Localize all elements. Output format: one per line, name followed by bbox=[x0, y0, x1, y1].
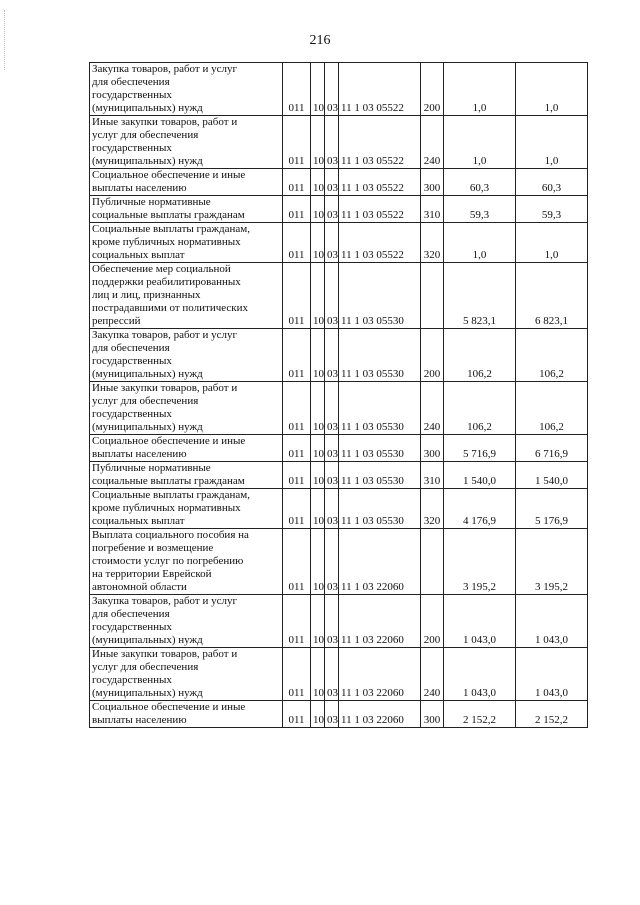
row-amount-2-cell: 5 176,9 bbox=[516, 489, 588, 529]
row-amount-2-cell: 1,0 bbox=[516, 223, 588, 263]
row-expense-type-cell: 300 bbox=[421, 169, 444, 196]
row-amount-2-cell: 1 043,0 bbox=[516, 595, 588, 648]
row-amount-1-cell: 3 195,2 bbox=[444, 529, 516, 595]
table-row bbox=[90, 382, 588, 435]
row-amount-2-cell: 6 823,1 bbox=[516, 263, 588, 329]
row-amount-1-cell: 4 176,9 bbox=[444, 489, 516, 529]
row-name-cell: Социальное обеспечение и иные выплаты населению bbox=[90, 169, 283, 196]
row-grbs-cell: 011 bbox=[283, 263, 311, 329]
row-grbs-cell: 011 bbox=[283, 595, 311, 648]
table-row bbox=[90, 263, 588, 329]
row-name-cell: Социальное обеспечение и иные выплаты населению bbox=[90, 701, 283, 728]
row-target-article-cell: 11 1 03 22060 bbox=[339, 701, 421, 728]
row-name-cell: Социальные выплаты гражданам, кроме публичных нормативных социальных выплат bbox=[90, 489, 283, 529]
row-subsection-cell: 03 bbox=[325, 63, 339, 116]
row-name-cell: Обеспечение мер социальной поддержки реабилитированных лиц и лиц, признанных пострадавшими от политических репрессий bbox=[90, 263, 283, 329]
row-grbs-cell: 011 bbox=[283, 223, 311, 263]
row-section-cell: 10 bbox=[311, 701, 325, 728]
row-target-article-cell: 11 1 03 05530 bbox=[339, 263, 421, 329]
row-name-cell: Иные закупки товаров, работ и услуг для обеспечения государственных (муниципальных) нужд bbox=[90, 116, 283, 169]
row-name-cell: Закупка товаров, работ и услуг для обеспечения государственных (муниципальных) нужд bbox=[90, 329, 283, 382]
row-name-cell: Выплата социального пособия на погребение и возмещение стоимости услуг по погребению на территории Еврейской автономной области bbox=[90, 529, 283, 595]
row-grbs-cell: 011 bbox=[283, 701, 311, 728]
row-amount-1-cell: 1,0 bbox=[444, 63, 516, 116]
row-target-article-cell: 11 1 03 05522 bbox=[339, 223, 421, 263]
row-grbs-cell: 011 bbox=[283, 462, 311, 489]
row-grbs-cell: 011 bbox=[283, 63, 311, 116]
row-name-cell: Иные закупки товаров, работ и услуг для обеспечения государственных (муниципальных) нужд bbox=[90, 382, 283, 435]
table-row bbox=[90, 196, 588, 223]
row-name-cell: Иные закупки товаров, работ и услуг для обеспечения государственных (муниципальных) нужд bbox=[90, 648, 283, 701]
row-subsection-cell: 03 bbox=[325, 529, 339, 595]
row-amount-2-cell: 60,3 bbox=[516, 169, 588, 196]
row-section-cell: 10 bbox=[311, 169, 325, 196]
row-target-article-cell: 11 1 03 05530 bbox=[339, 382, 421, 435]
row-name-cell: Публичные нормативные социальные выплаты гражданам bbox=[90, 196, 283, 223]
row-target-article-cell: 11 1 03 05530 bbox=[339, 329, 421, 382]
row-expense-type-cell: 300 bbox=[421, 435, 444, 462]
row-amount-2-cell: 3 195,2 bbox=[516, 529, 588, 595]
row-grbs-cell: 011 bbox=[283, 329, 311, 382]
row-section-cell: 10 bbox=[311, 648, 325, 701]
row-target-article-cell: 11 1 03 05522 bbox=[339, 63, 421, 116]
table-row bbox=[90, 169, 588, 196]
table-row bbox=[90, 329, 588, 382]
row-name-cell: Закупка товаров, работ и услуг для обеспечения государственных (муниципальных) нужд bbox=[90, 63, 283, 116]
row-expense-type-cell: 300 bbox=[421, 701, 444, 728]
row-subsection-cell: 03 bbox=[325, 701, 339, 728]
row-target-article-cell: 11 1 03 05530 bbox=[339, 435, 421, 462]
row-subsection-cell: 03 bbox=[325, 435, 339, 462]
row-amount-2-cell: 1 043,0 bbox=[516, 648, 588, 701]
row-name-cell: Социальное обеспечение и иные выплаты населению bbox=[90, 435, 283, 462]
row-section-cell: 10 bbox=[311, 382, 325, 435]
row-section-cell: 10 bbox=[311, 263, 325, 329]
row-amount-2-cell: 59,3 bbox=[516, 196, 588, 223]
row-target-article-cell: 11 1 03 22060 bbox=[339, 648, 421, 701]
row-amount-1-cell: 1,0 bbox=[444, 223, 516, 263]
row-subsection-cell: 03 bbox=[325, 382, 339, 435]
row-name-cell: Социальные выплаты гражданам, кроме публичных нормативных социальных выплат bbox=[90, 223, 283, 263]
row-section-cell: 10 bbox=[311, 329, 325, 382]
row-amount-1-cell: 1 043,0 bbox=[444, 648, 516, 701]
row-amount-1-cell: 106,2 bbox=[444, 382, 516, 435]
table-row bbox=[90, 116, 588, 169]
row-subsection-cell: 03 bbox=[325, 116, 339, 169]
row-grbs-cell: 011 bbox=[283, 435, 311, 462]
row-section-cell: 10 bbox=[311, 529, 325, 595]
table-row bbox=[90, 489, 588, 529]
row-section-cell: 10 bbox=[311, 223, 325, 263]
table-row bbox=[90, 223, 588, 263]
row-subsection-cell: 03 bbox=[325, 196, 339, 223]
row-target-article-cell: 11 1 03 22060 bbox=[339, 529, 421, 595]
table-row bbox=[90, 595, 588, 648]
row-amount-2-cell: 2 152,2 bbox=[516, 701, 588, 728]
row-grbs-cell: 011 bbox=[283, 196, 311, 223]
row-target-article-cell: 11 1 03 22060 bbox=[339, 595, 421, 648]
row-name-cell: Закупка товаров, работ и услуг для обеспечения государственных (муниципальных) нужд bbox=[90, 595, 283, 648]
row-subsection-cell: 03 bbox=[325, 462, 339, 489]
row-section-cell: 10 bbox=[311, 116, 325, 169]
row-section-cell: 10 bbox=[311, 595, 325, 648]
row-amount-1-cell: 1,0 bbox=[444, 116, 516, 169]
row-subsection-cell: 03 bbox=[325, 329, 339, 382]
row-target-article-cell: 11 1 03 05530 bbox=[339, 489, 421, 529]
row-amount-1-cell: 5 823,1 bbox=[444, 263, 516, 329]
row-subsection-cell: 03 bbox=[325, 223, 339, 263]
row-amount-1-cell: 2 152,2 bbox=[444, 701, 516, 728]
table-row bbox=[90, 529, 588, 595]
table-row bbox=[90, 63, 588, 116]
row-amount-1-cell: 1 043,0 bbox=[444, 595, 516, 648]
row-expense-type-cell: 240 bbox=[421, 382, 444, 435]
page-number: 216 bbox=[309, 33, 331, 48]
budget-table bbox=[89, 62, 588, 728]
row-grbs-cell: 011 bbox=[283, 116, 311, 169]
row-expense-type-cell: 310 bbox=[421, 462, 444, 489]
row-amount-2-cell: 106,2 bbox=[516, 382, 588, 435]
row-subsection-cell: 03 bbox=[325, 169, 339, 196]
row-target-article-cell: 11 1 03 05522 bbox=[339, 196, 421, 223]
table-row bbox=[90, 435, 588, 462]
row-grbs-cell: 011 bbox=[283, 648, 311, 701]
row-name-cell: Публичные нормативные социальные выплаты гражданам bbox=[90, 462, 283, 489]
row-subsection-cell: 03 bbox=[325, 595, 339, 648]
row-amount-2-cell: 6 716,9 bbox=[516, 435, 588, 462]
row-subsection-cell: 03 bbox=[325, 263, 339, 329]
row-section-cell: 10 bbox=[311, 462, 325, 489]
row-expense-type-cell bbox=[421, 529, 444, 595]
row-expense-type-cell: 200 bbox=[421, 63, 444, 116]
row-section-cell: 10 bbox=[311, 489, 325, 529]
budget-table-body bbox=[90, 63, 588, 728]
table-row bbox=[90, 462, 588, 489]
row-grbs-cell: 011 bbox=[283, 169, 311, 196]
row-amount-2-cell: 1,0 bbox=[516, 116, 588, 169]
row-grbs-cell: 011 bbox=[283, 529, 311, 595]
row-expense-type-cell: 240 bbox=[421, 648, 444, 701]
row-amount-1-cell: 60,3 bbox=[444, 169, 516, 196]
row-expense-type-cell: 320 bbox=[421, 223, 444, 263]
row-amount-2-cell: 1,0 bbox=[516, 63, 588, 116]
row-section-cell: 10 bbox=[311, 63, 325, 116]
row-expense-type-cell: 310 bbox=[421, 196, 444, 223]
row-amount-1-cell: 59,3 bbox=[444, 196, 516, 223]
row-section-cell: 10 bbox=[311, 435, 325, 462]
row-amount-1-cell: 1 540,0 bbox=[444, 462, 516, 489]
row-amount-2-cell: 106,2 bbox=[516, 329, 588, 382]
row-target-article-cell: 11 1 03 05522 bbox=[339, 169, 421, 196]
row-subsection-cell: 03 bbox=[325, 489, 339, 529]
row-subsection-cell: 03 bbox=[325, 648, 339, 701]
row-section-cell: 10 bbox=[311, 196, 325, 223]
row-target-article-cell: 11 1 03 05522 bbox=[339, 116, 421, 169]
row-amount-1-cell: 106,2 bbox=[444, 329, 516, 382]
row-expense-type-cell: 200 bbox=[421, 595, 444, 648]
row-expense-type-cell bbox=[421, 263, 444, 329]
row-grbs-cell: 011 bbox=[283, 489, 311, 529]
row-target-article-cell: 11 1 03 05530 bbox=[339, 462, 421, 489]
row-expense-type-cell: 320 bbox=[421, 489, 444, 529]
row-expense-type-cell: 200 bbox=[421, 329, 444, 382]
row-expense-type-cell: 240 bbox=[421, 116, 444, 169]
table-row bbox=[90, 648, 588, 701]
row-grbs-cell: 011 bbox=[283, 382, 311, 435]
table-row bbox=[90, 701, 588, 728]
row-amount-2-cell: 1 540,0 bbox=[516, 462, 588, 489]
row-amount-1-cell: 5 716,9 bbox=[444, 435, 516, 462]
